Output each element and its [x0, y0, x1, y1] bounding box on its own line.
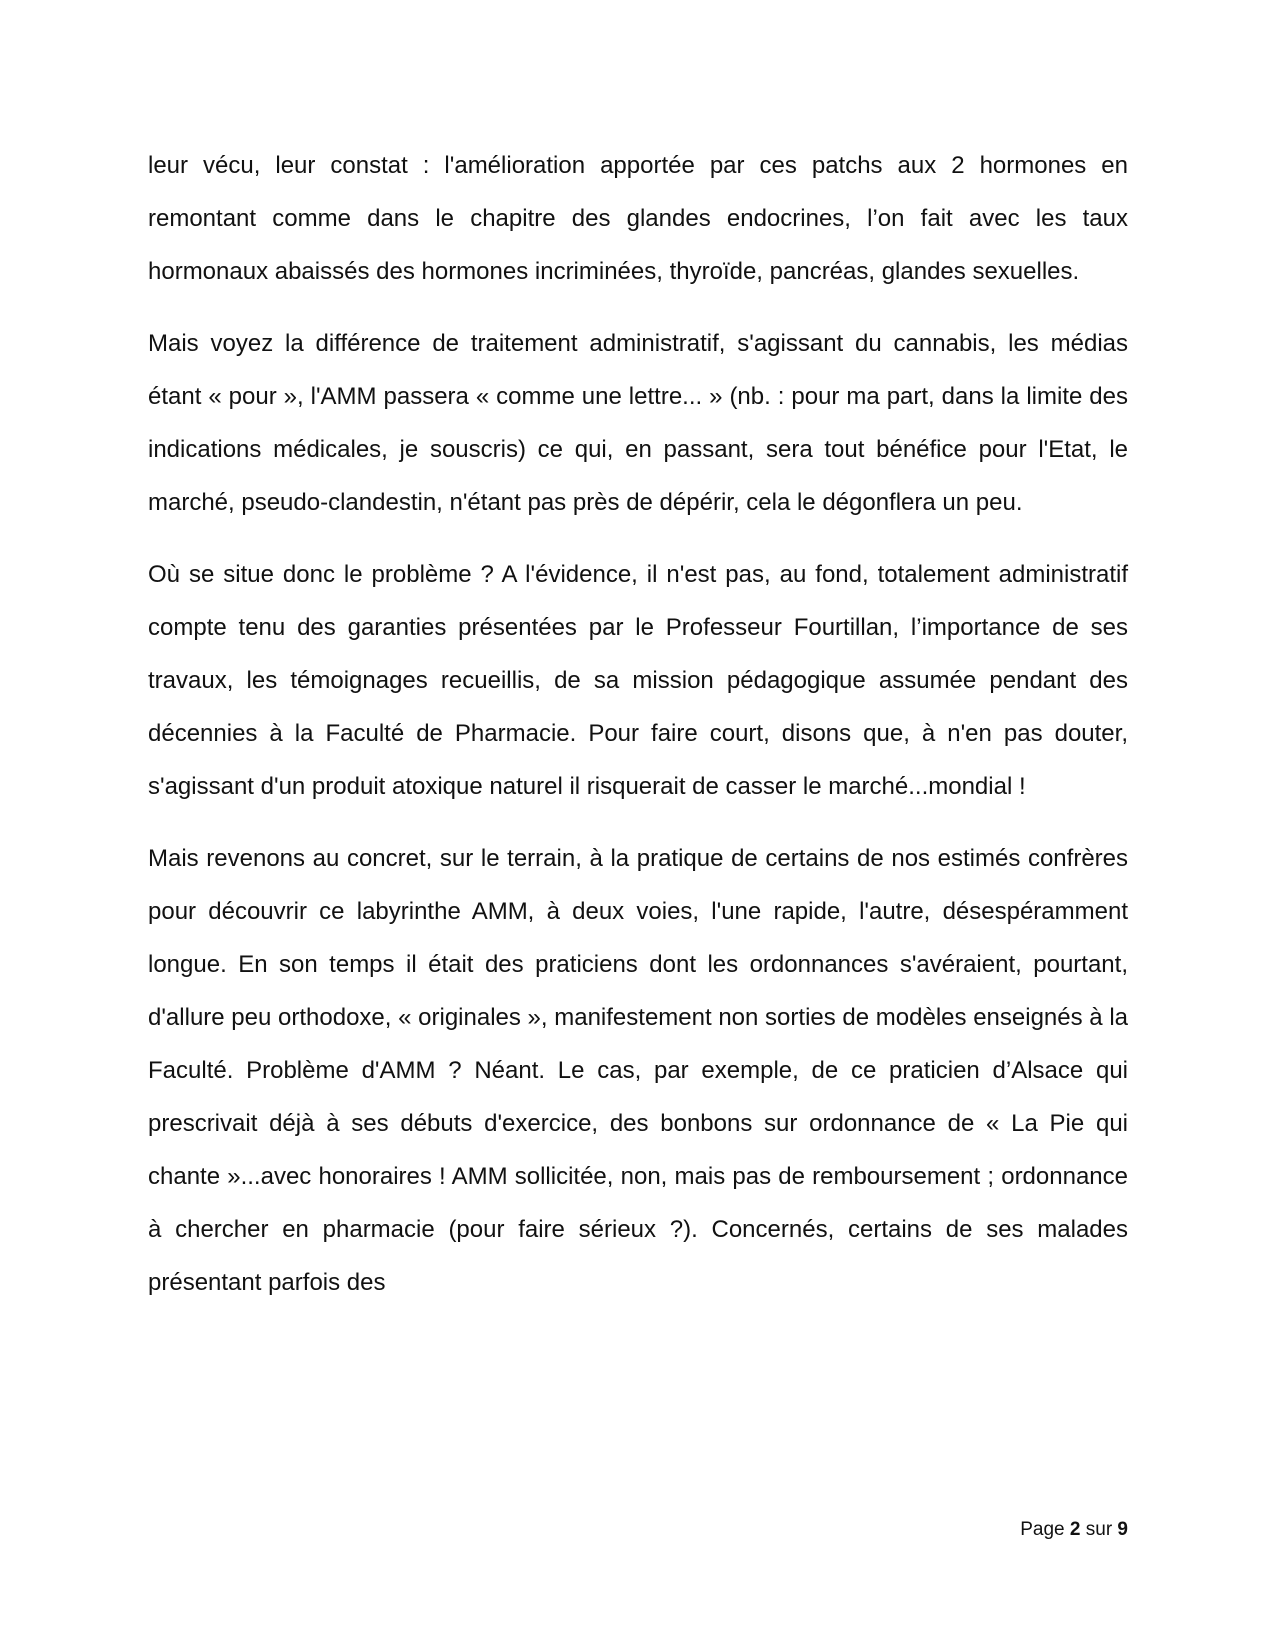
paragraph-1: leur vécu, leur constat : l'amélioration apportée par ces patchs aux 2 hormones en remontant comme dans le chapitre des glandes endocrines, l’on fait avec les taux hormonaux abaissés des hormones incriminées, thyroïde, pancréas, glandes sexuelles.: [148, 152, 1128, 285]
page-number-footer: [1020, 1518, 1128, 1542]
document-body: [148, 139, 1128, 1328]
paragraph-4: Mais revenons au concret, sur le terrain, à la pratique de certains de nos estimés confrères pour découvrir ce labyrinthe AMM, à deux voies, l'une rapide, l'autre, désespéramment longue. En son temps il était des praticiens dont les ordonnances s'avéraient, pourtant, d'allure peu orthodoxe, « originales », manifestement non sorties de modèles enseignés à la Faculté. Problème d'AMM ? Néant. Le cas, par exemple, de ce praticien d’Alsace qui prescrivait déjà à ses débuts d'exercice, des bonbons sur ordonnance de « La Pie qui chante »...avec honoraires ! AMM sollicitée, non, mais pas de remboursement ; ordonnance à chercher en pharmacie (pour faire sérieux ?). Concernés, certains de ses malades présentant parfois des: [148, 845, 1128, 1296]
current-page-number: 2: [1069, 1519, 1081, 1540]
total-page-count: 9: [1117, 1519, 1128, 1540]
page-separator: sur: [1080, 1519, 1118, 1540]
page-label: Page: [1020, 1519, 1070, 1540]
paragraph-3: Où se situe donc le problème ? A l'évidence, il n'est pas, au fond, totalement administratif compte tenu des garanties présentées par le Professeur Fourtillan, l’importance de ses travaux, les témoignages recueillis, de sa mission pédagogique assumée pendant des décennies à la Faculté de Pharmacie. Pour faire court, disons que, à n'en pas douter, s'agissant d'un produit atoxique naturel il risquerait de casser le marché...mondial !: [148, 561, 1128, 800]
paragraph-2: Mais voyez la différence de traitement administratif, s'agissant du cannabis, les médias étant « pour », l'AMM passera « comme une lettre... » (nb. : pour ma part, dans la limite des indications médicales, je souscris) ce qui, en passant, sera tout bénéfice pour l'Etat, le marché, pseudo-clandestin, n'étant pas près de dépérir, cela le dégonflera un peu.: [148, 330, 1128, 516]
